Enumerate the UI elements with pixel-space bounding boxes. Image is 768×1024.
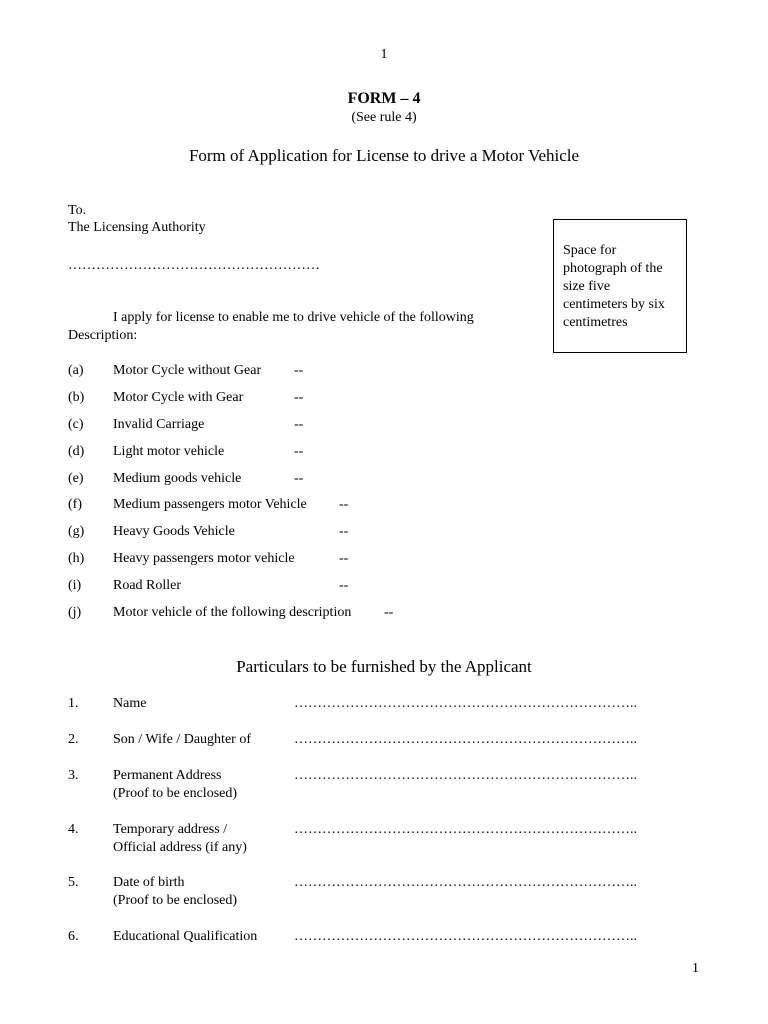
vehicle-type-key: (g) xyxy=(68,524,85,539)
particular-number: 5. xyxy=(68,875,79,890)
vehicle-type-mark: -- xyxy=(294,417,304,432)
vehicle-type-label: Medium passengers motor Vehicle xyxy=(113,497,307,512)
form-heading: Form of Application for License to drive a Motor Vehicle xyxy=(188,146,580,165)
particular-blank-field[interactable]: ……………………………………………………………….. xyxy=(294,768,637,783)
particular-blank-field[interactable]: ……………………………………………………………….. xyxy=(294,732,637,747)
vehicle-type-mark: -- xyxy=(384,605,394,620)
apply-description-label: Description: xyxy=(68,328,138,343)
photo-box-text: Space for photograph of the size five centimeters by six centimetres xyxy=(563,243,665,330)
form-title: FORM – 4 xyxy=(347,90,421,107)
vehicle-type-label: Medium goods vehicle xyxy=(113,471,242,486)
vehicle-type-label: Heavy passengers motor vehicle xyxy=(113,551,295,566)
vehicle-type-key: (h) xyxy=(68,551,85,566)
vehicle-type-label: Motor Cycle with Gear xyxy=(113,390,244,405)
page-number-top: 1 xyxy=(380,47,388,62)
particular-sublabel: (Proof to be enclosed) xyxy=(113,786,238,801)
vehicle-type-key: (f) xyxy=(68,497,82,512)
addressee-authority: The Licensing Authority xyxy=(68,220,206,235)
vehicle-type-mark: -- xyxy=(339,551,349,566)
particular-blank-field[interactable]: ……………………………………………………………….. xyxy=(294,875,637,890)
vehicle-type-mark: -- xyxy=(294,444,304,459)
vehicle-type-key: (c) xyxy=(68,417,84,432)
particular-label: Temporary address / xyxy=(113,822,228,837)
vehicle-type-label: Motor vehicle of the following description xyxy=(113,605,352,620)
apply-statement: I apply for license to enable me to drive vehicle of the following xyxy=(113,310,474,325)
vehicle-type-mark: -- xyxy=(339,524,349,539)
vehicle-type-label: Motor Cycle without Gear xyxy=(113,363,262,378)
vehicle-type-mark: -- xyxy=(294,363,304,378)
particular-number: 3. xyxy=(68,768,79,783)
particular-label: Son / Wife / Daughter of xyxy=(113,732,251,747)
vehicle-type-label: Heavy Goods Vehicle xyxy=(113,524,235,539)
page-number-bottom: 1 xyxy=(692,961,699,976)
particular-label: Permanent Address xyxy=(113,768,222,783)
vehicle-type-label: Invalid Carriage xyxy=(113,417,205,432)
vehicle-type-mark: -- xyxy=(339,578,349,593)
particular-label: Name xyxy=(113,696,147,711)
vehicle-type-key: (i) xyxy=(68,578,82,593)
particulars-heading: Particulars to be furnished by the Applicant xyxy=(236,657,532,676)
vehicle-type-key: (d) xyxy=(68,444,85,459)
particular-sublabel: Official address (if any) xyxy=(113,840,247,855)
form-rule: (See rule 4) xyxy=(351,110,417,125)
vehicle-type-mark: -- xyxy=(294,390,304,405)
vehicle-type-key: (a) xyxy=(68,363,84,378)
addressee-to: To. xyxy=(68,203,87,218)
vehicle-type-key: (e) xyxy=(68,471,84,486)
photo-placeholder-box xyxy=(553,219,687,353)
vehicle-type-mark: -- xyxy=(339,497,349,512)
particular-number: 6. xyxy=(68,929,79,944)
particular-number: 1. xyxy=(68,696,79,711)
particular-label: Date of birth xyxy=(113,875,185,890)
particular-blank-field[interactable]: ……………………………………………………………….. xyxy=(294,929,637,944)
vehicle-type-mark: -- xyxy=(294,471,304,486)
authority-blank-line: ……………………………………………… xyxy=(68,258,320,273)
particular-number: 4. xyxy=(68,822,79,837)
particular-sublabel: (Proof to be enclosed) xyxy=(113,893,238,908)
vehicle-type-key: (b) xyxy=(68,390,85,405)
particular-blank-field[interactable]: ……………………………………………………………….. xyxy=(294,696,637,711)
vehicle-type-label: Road Roller xyxy=(113,578,182,593)
particular-label: Educational Qualification xyxy=(113,929,258,944)
vehicle-type-key: (j) xyxy=(68,605,82,620)
particular-number: 2. xyxy=(68,732,79,747)
vehicle-type-label: Light motor vehicle xyxy=(113,444,225,459)
particular-blank-field[interactable]: ……………………………………………………………….. xyxy=(294,822,637,837)
